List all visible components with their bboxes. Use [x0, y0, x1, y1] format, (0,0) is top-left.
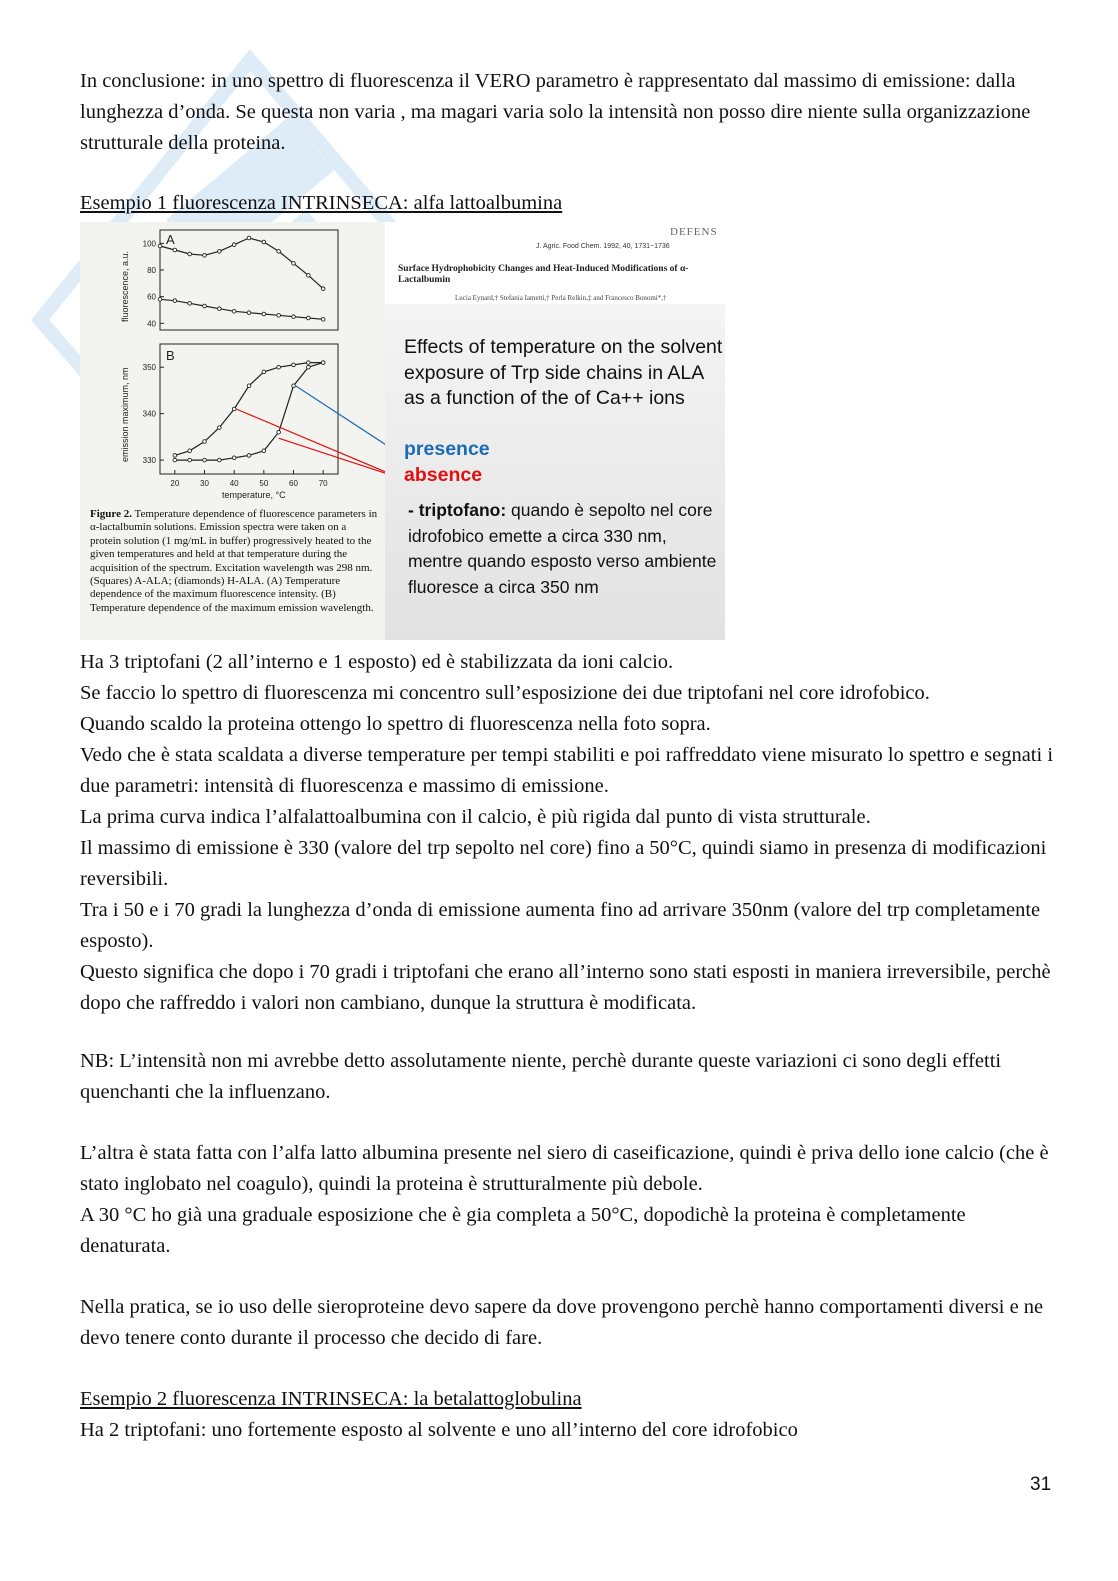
data-point — [173, 458, 177, 462]
data-point — [173, 454, 177, 458]
body-p4: Vedo che è stata scaldata a diverse temperature per tempi stabiliti e poi raffreddato viene misurato lo spettro e segnati i due parametri: intensità di fluorescenza e massimo di emissione. — [80, 744, 1054, 797]
series-line-lower — [160, 299, 323, 319]
data-point — [277, 430, 281, 434]
panel-a-label: A — [166, 232, 175, 247]
plot-b — [143, 344, 338, 488]
intro-paragraph — [80, 66, 1055, 159]
ylabel-a: fluorescence, a.u. — [120, 250, 130, 322]
data-point — [158, 298, 162, 302]
absence-label: absence — [404, 464, 483, 486]
data-point — [173, 248, 177, 252]
data-point — [307, 361, 311, 365]
data-point — [292, 262, 296, 266]
x-tick-label: 40 — [229, 479, 239, 488]
page-number: 31 — [1030, 1474, 1052, 1495]
data-point — [203, 440, 207, 444]
example2-heading: Esempio 2 fluorescenza INTRINSECA: la betalattoglobulina — [80, 1388, 582, 1410]
data-point — [247, 384, 251, 388]
x-tick-label: 70 — [318, 479, 328, 488]
panel-b-label: B — [166, 348, 175, 363]
figure-plot-panel — [80, 222, 385, 640]
data-point — [277, 250, 281, 254]
data-point — [247, 311, 251, 315]
data-point — [277, 314, 281, 318]
pratica-paragraph: Nella pratica, se io uso delle sieroproteine devo sapere da dove provengono perchè hanno comportamenti diversi e ne devo tenere conto durante il processo che decido di fare. — [80, 1296, 1044, 1349]
data-point — [188, 302, 192, 306]
figure-alpha-lactalbumin — [80, 222, 725, 640]
intro-text: In conclusione: in uno spettro di fluorescenza il VERO parametro è rappresentato dal massimo di emissione: dalla lunghezza d’onda. Se questa non varia , ma magari varia solo la intensità non posso dire niente sulla organizzazione strutturale della proteina. — [80, 70, 1031, 154]
data-point — [203, 254, 207, 258]
body-p5: La prima curva indica l’alfalattoalbumina con il calcio, è più rigida dal punto di vista strutturale. — [80, 806, 871, 828]
data-point — [277, 365, 281, 369]
body-block-2 — [80, 1138, 1055, 1262]
figure-caption — [90, 508, 380, 615]
data-point — [218, 307, 222, 311]
data-point — [307, 365, 311, 369]
tryptophan-note — [408, 498, 718, 600]
y-tick-label: 340 — [142, 409, 156, 419]
body-p8: Questo significa che dopo i 70 gradi i triptofani che erano all’interno sono stati esposti in maniera irreversibile, perchè dopo che raffreddo i valori non cambiano, dunque la struttura è modificata. — [80, 961, 1051, 1014]
data-point — [292, 384, 296, 388]
data-point — [188, 458, 192, 462]
body-block-1 — [80, 647, 1055, 1019]
y-tick-label: 100 — [142, 239, 156, 249]
data-point — [218, 426, 222, 430]
data-point — [321, 361, 325, 365]
data-point — [262, 312, 266, 316]
data-point — [307, 316, 311, 320]
presence-label: presence — [404, 438, 490, 460]
x-tick-label: 20 — [170, 479, 180, 488]
data-point — [262, 370, 266, 374]
presence-arrow — [296, 386, 386, 454]
xlabel: temperature, °C — [222, 490, 286, 500]
effects-text: Effects of temperature on the solvent exposure of Trp side chains in ALA as a function of the of Ca++ ions — [404, 336, 723, 409]
y-tick-label: 80 — [147, 266, 156, 275]
data-point — [232, 456, 236, 460]
annotation-arrows — [236, 386, 385, 478]
journal-reference: J. Agric. Food Chem. 1992, 40, 1731−1736 — [536, 243, 670, 250]
y-tick-label: 40 — [147, 319, 156, 329]
data-point — [321, 287, 325, 291]
caption-text: Temperature dependence of fluorescence parameters in α-lactalbumin solutions. Emission spectra were taken on a protein solution (1 mg/mL in buffer) progressively heated to the given temperatures and held at that temperature during the acquisition of the spectrum. Excitation wavelength was 298 nm. (Squares) A-ALA; (diamonds) H-ALA. (A) Temperature dependence of the maximum fluorescence intensity. (B) Temperature dependence of the maximum emission wavelength. — [90, 508, 378, 614]
trp-text: quando è sepolto nel core idrofobico emette a circa 330 nm, mentre quando esposto verso ambiente fluoresce a circa 350 nm — [408, 500, 717, 597]
data-point — [232, 407, 236, 411]
series-line-upper — [160, 238, 323, 289]
data-point — [188, 252, 192, 256]
paper-title: Surface Hydrophobicity Changes and Heat-Induced Modifications of α-Lactalbumin — [398, 264, 689, 285]
plot-frame — [160, 230, 338, 330]
body-p1: Ha 3 triptofani (2 all’interno e 1 esposto) ed è stabilizzata da ioni calcio. — [80, 651, 674, 673]
data-point — [232, 310, 236, 314]
ylabel-b: emission maximum, nm — [120, 367, 130, 462]
data-point — [218, 250, 222, 254]
paper-authors: Lucia Eynard,† Stefania Iametti,† Perla Relkin,‡ and Francesco Bonomi*,† — [455, 294, 667, 302]
data-point — [247, 454, 251, 458]
data-point — [307, 274, 311, 278]
body-p3: Quando scaldo la proteina ottengo lo spettro di fluorescenza nella foto sopra. — [80, 713, 711, 735]
x-tick-label: 60 — [289, 479, 298, 488]
data-point — [203, 458, 207, 462]
body-altra1: L’altra è stata fatta con l’alfa latto albumina presente nel siero di caseificazione, quindi è priva dello ione calcio (che è stato inglobato nel coagulo), quindi la proteina è strutturalmente più debole. — [80, 1142, 1049, 1195]
data-point — [218, 458, 222, 462]
x-tick-label: 50 — [259, 479, 269, 488]
y-tick-label: 330 — [142, 456, 156, 466]
caption-label: Figure 2. — [90, 508, 132, 520]
data-point — [188, 449, 192, 453]
body-p7: Tra i 50 e i 70 gradi la lunghezza d’onda di emissione aumenta fino ad arrivare 350nm (valore del trp completamente esposto). — [80, 899, 1041, 952]
data-point — [262, 240, 266, 244]
example1-heading: Esempio 1 fluorescenza INTRINSECA: alfa lattoalbumina — [80, 192, 563, 214]
x-tick-label: 30 — [200, 479, 209, 488]
body-p2: Se faccio lo spettro di fluorescenza mi concentro sull’esposizione dei due triptofani nel core idrofobico. — [80, 682, 930, 704]
data-point — [292, 363, 296, 367]
data-point — [247, 236, 251, 240]
data-point — [173, 299, 177, 303]
plots-svg — [80, 222, 385, 512]
nb-paragraph: NB: L’intensità non mi avrebbe detto assolutamente niente, perchè durante queste variazioni ci sono degli effetti quenchanti che la influenzano. — [80, 1050, 1002, 1103]
example2-text: Ha 2 triptofani: uno fortemente esposto al solvente e uno all’interno del core idrofobico — [80, 1419, 798, 1441]
defens-logo: DEFENS — [670, 226, 718, 238]
trp-label: - triptofano: — [408, 500, 507, 520]
absence-arrow — [236, 409, 385, 478]
y-tick-label: 350 — [142, 363, 156, 373]
body-p6: Il massimo di emissione è 330 (valore del trp sepolto nel core) fino a 50°C, quindi siamo in presenza di modificazioni reversibili. — [80, 837, 1047, 890]
body-altra2: A 30 °C ho già una graduale esposizione che è gia completa a 50°C, dopodichè la proteina è completamente denaturata. — [80, 1204, 966, 1257]
y-tick-label: 60 — [147, 292, 156, 302]
data-point — [321, 318, 325, 322]
data-point — [292, 315, 296, 319]
absence-arrow-2 — [279, 438, 385, 478]
data-point — [158, 244, 162, 248]
data-point — [232, 243, 236, 247]
data-point — [262, 449, 266, 453]
data-point — [203, 304, 207, 308]
